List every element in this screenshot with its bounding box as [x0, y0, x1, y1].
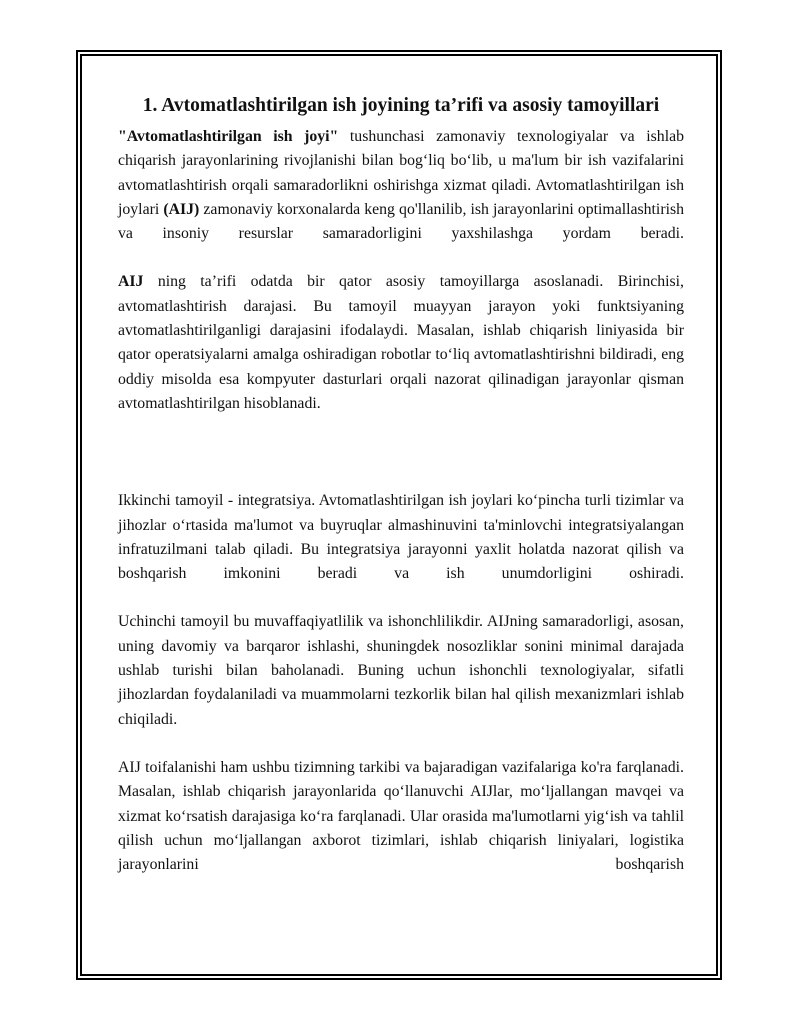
paragraph-spacer: [118, 416, 684, 489]
paragraph-1-text-a: tushunchasi zamonaviy texnologiyalar va ishlab chiqarish jarayonlarining rivojlanishi bilan bog‘liq bo‘lib, u ma'lum bir ish vazifalarini avtomatlashtirish orqali samaradorlikni oshirishga xizmat qiladi. Avtomatlashtirilgan ish joylari: [118, 128, 684, 218]
document-body: [118, 93, 684, 877]
paragraph-spacer: [118, 586, 684, 610]
paragraph-2: [118, 270, 684, 416]
paragraph-3: Ikkinchi tamoyil - integratsiya. Avtomatlashtirilgan ish joylari ko‘pincha turli tizimlar va jihozlar o‘rtasida ma'lumot va buyruqlar almashinuvini ta'minlovchi integratsiyalangan infratuzilmani talab qiladi. Bu integratsiya jarayonni yaxlit holatda nazorat qilish va boshqarish imkonini beradi va ish unumdorligini oshiradi.: [118, 492, 684, 583]
paragraph-spacer: [118, 732, 684, 756]
term-aij-abbr: (AIJ): [163, 200, 200, 218]
paragraph-2-text: ning ta’rifi odatda bir qator asosiy tamoyillarga asoslanadi. Birinchisi, avtomatlashtirish darajasi. Bu tamoyil muayyan jarayon yoki funktsiyaning avtomatlashtirilganligi darajasini ifodalaydi. Masalan, ishlab chiqarish liniyasida bir qator operatsiyalarni amalga oshiradigan robotlar to‘liq avtomatlashtirishni bildiradi, eng oddiy misolda esa kompyuter dasturlari orqali nazorat qilinadigan jarayonlar qisman avtomatlashtirilgan hisoblanadi.: [118, 273, 684, 412]
paragraph-4: Uchinchi tamoyil bu muvaffaqiyatlilik va ishonchlilikdir. AIJning samaradorligi, asosan, uning davomiy va barqaror ishlashi, shuningdek nosozliklar sonini minimal darajada ushlab turishi bilan baholanadi. Buning uchun ishonchli texnologiyalar, sifatli jihozlardan foydalaniladi va muammolarni tezkorlik bilan hal qilish mexanizmlari ishlab chiqiladi.: [118, 613, 684, 728]
paragraph-1: [118, 125, 684, 246]
paragraph-spacer: [118, 246, 684, 270]
term-aij: AIJ: [118, 273, 144, 291]
document-title: 1. Avtomatlashtirilgan ish joyining ta’rifi va asosiy tamoyillari: [142, 95, 660, 116]
paragraph-5: AIJ toifalanishi ham ushbu tizimning tarkibi va bajaradigan vazifalariga ko'ra farqlanadi. Masalan, ishlab chiqarish jarayonlarida qo‘llanuvchi AIJlar, mo‘ljallangan mavqei va xizmat ko‘rsatish darajasiga ko‘ra farqlanadi. Ular orasida ma'lumotlarni yig‘ish va tahlil qilish uchun mo‘ljallangan axborot tizimlari, ishlab chiqarish liniyalari, logistika jarayonlarini boshqarish: [118, 758, 684, 874]
paragraph-1-text-b: zamonaviy korxonalarda keng qo'llanilib, ish jarayonlarini optimallashtirish va insoniy resurslar samaradorligini yaxshilashga yordam beradi.: [118, 200, 685, 243]
term-aij-full: "Avtomatlashtirilgan ish joyi": [118, 128, 339, 145]
